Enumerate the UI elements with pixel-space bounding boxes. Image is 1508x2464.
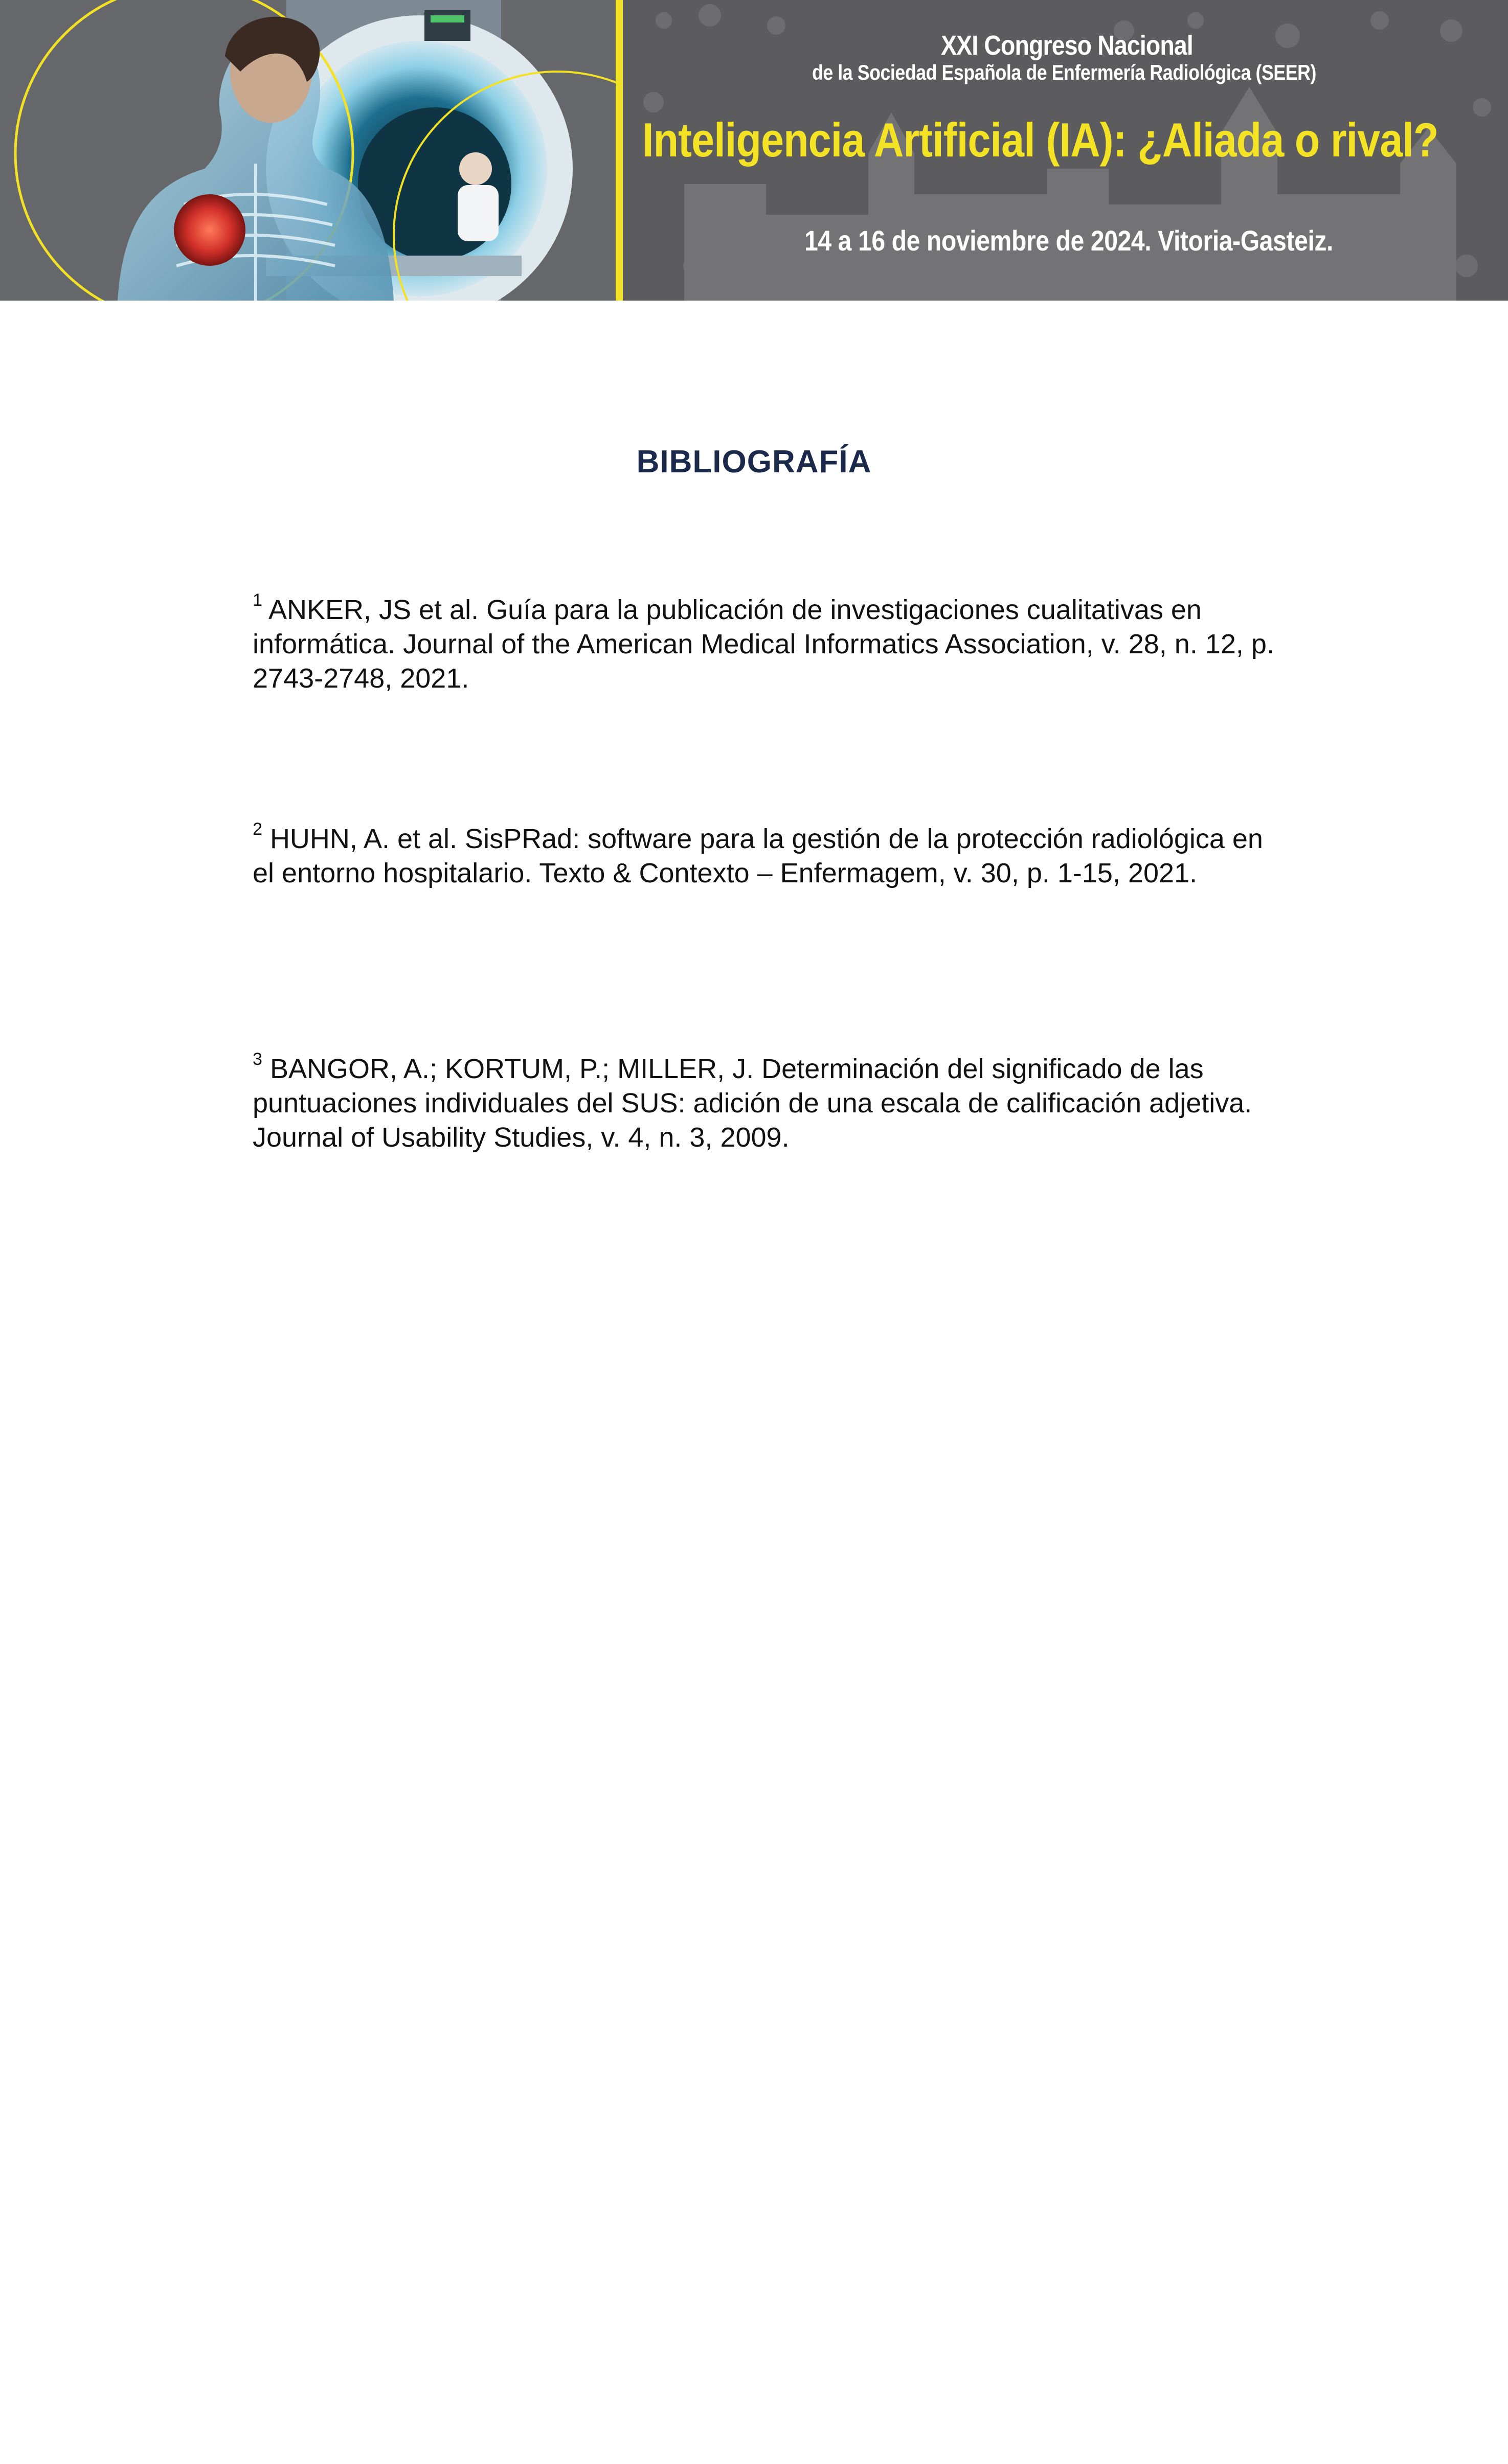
banner-text-panel (623, 0, 1508, 301)
banner-congress-name: XXI Congreso Nacional (941, 30, 1193, 61)
reference-item (253, 1052, 1378, 1155)
reference-item (253, 590, 1378, 696)
page-title: BIBLIOGRAFÍA (636, 444, 872, 480)
reference-line: $^3$ BANGOR, A.; KORTUM, P.; MILLER, J. Determinación del significado de las (253, 1050, 1204, 1084)
reference-line: el entorno hospitalario. Texto & Contexto – Enfermagem, v. 30, p. 1-15, 2021. (253, 858, 1198, 888)
reference-line: 2743-2748, 2021. (253, 663, 469, 694)
banner-headline: Inteligencia Artificial (IA): ¿Aliada o rival? (642, 113, 1438, 167)
radiology-scanner-illustration (0, 0, 616, 301)
reference-item (253, 819, 1378, 891)
reference-line: informática. Journal of the American Medical Informatics Association, v. 28, n. 12, p. (253, 629, 1274, 659)
reference-line: $^1$ ANKER, JS et al. Guía para la publicación de investigaciones cualitativas en (253, 590, 1202, 625)
banner-society-name: de la Sociedad Española de Enfermería Radiológica (SEER) (812, 60, 1316, 84)
reference-line: puntuaciones individuales del SUS: adición de una escala de calificación adjetiva. (253, 1088, 1252, 1119)
congress-banner (0, 0, 1508, 301)
reference-line: Journal of Usability Studies, v. 4, n. 3, 2009. (253, 1122, 790, 1153)
banner-dates: 14 a 16 de noviembre de 2024. Vitoria-Gasteiz. (804, 224, 1334, 257)
reference-number: 3 (253, 1050, 262, 1069)
scanner-illustration-icon (0, 0, 616, 301)
reference-line: $^2$ HUHN, A. et al. SisPRad: software para la gestión de la protección radiológica en (253, 819, 1263, 854)
reference-number: 2 (253, 819, 262, 839)
reference-number: 1 (253, 590, 262, 610)
banner-divider (616, 0, 623, 301)
